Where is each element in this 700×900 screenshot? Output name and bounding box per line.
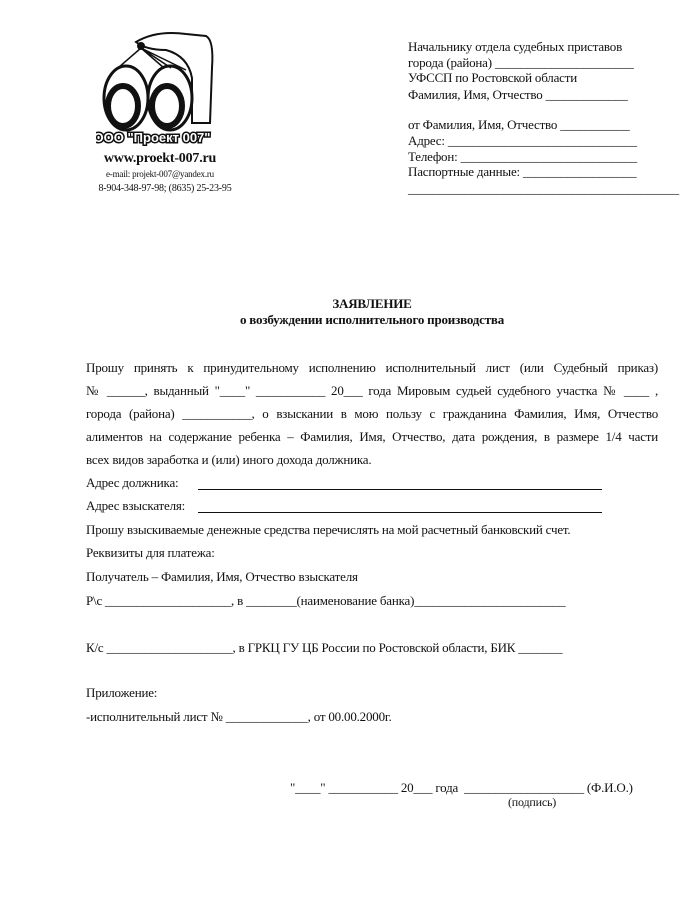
body-line: Прошу принять к принудительному исполнению исполнительный лист (или Судебный приказ) bbox=[86, 360, 658, 375]
website: www.proekt-007.ru bbox=[103, 151, 217, 166]
attachment-item: -исполнительный лист № _____________, от 00.00.2000г. bbox=[86, 709, 392, 724]
transfer-request: Прошу взыскиваемые денежные средства перечислять на мой расчетный банковский счет. bbox=[86, 522, 571, 537]
applicant-passport: Паспортные данные: __________________ bbox=[408, 164, 637, 179]
document-subtitle: о возбуждении исполнительного производства bbox=[239, 312, 505, 327]
requisites-label: Реквизиты для платежа: bbox=[86, 545, 215, 560]
addressee-office: УФССП по Ростовской области bbox=[408, 70, 577, 85]
phones: 8-904-348-97-98; (8635) 25-23-95 bbox=[98, 183, 232, 194]
blank-line: ___________________________________________ bbox=[408, 181, 679, 196]
signature-caption: (подпись) bbox=[508, 795, 557, 809]
document-title: ЗАЯВЛЕНИЕ bbox=[332, 296, 412, 311]
company-logo bbox=[96, 28, 226, 146]
claimant-address-line bbox=[198, 512, 602, 513]
debtor-address-line bbox=[198, 489, 602, 490]
applicant-phone: Телефон: ____________________________ bbox=[408, 149, 637, 164]
signature-date-line: "____" ___________ 20___ года ___________________ (Ф.И.О.) bbox=[290, 780, 633, 795]
body-line: всех видов заработка и (или) иного дохода должника. bbox=[86, 452, 372, 467]
recipient: Получатель – Фамилия, Имя, Отчество взыскателя bbox=[86, 569, 358, 584]
addressee-city: города (района) ______________________ bbox=[408, 55, 634, 70]
debtor-address-label: Адрес должника: bbox=[86, 475, 179, 490]
addressee-line: Начальнику отдела судебных приставов bbox=[408, 39, 623, 54]
email: e-mail: projekt-007@yandex.ru bbox=[106, 169, 214, 179]
svg-text:ООО "Проект 007": ООО "Проект 007" bbox=[96, 130, 211, 145]
applicant-address: Адрес: ______________________________ bbox=[408, 133, 637, 148]
attachment-label: Приложение: bbox=[86, 685, 158, 700]
addressee-name: Фамилия, Имя, Отчество _____________ bbox=[408, 87, 628, 102]
claimant-address-label: Адрес взыскателя: bbox=[86, 498, 186, 513]
body-line: алиментов на содержание ребенка – Фамилия, Имя, Отчество, дата рождения, в размере 1/4 части bbox=[86, 429, 658, 444]
body-line: № ______, выданный "____" ___________ 20___ года Мировым судьей судебного участка № ____ , bbox=[86, 383, 658, 398]
applicant-name: от Фамилия, Имя, Отчество ___________ bbox=[408, 117, 630, 132]
correspondent-account: К/с ____________________, в ГРКЦ ГУ ЦБ России по Ростовской области, БИК _______ bbox=[86, 640, 563, 655]
body-line: города (района) ___________, о взыскании в мою пользу с гражданина Фамилия, Имя, Отчество bbox=[86, 406, 658, 421]
account: Р\с ____________________, в ________(наименование банка)________________________ bbox=[86, 593, 566, 608]
